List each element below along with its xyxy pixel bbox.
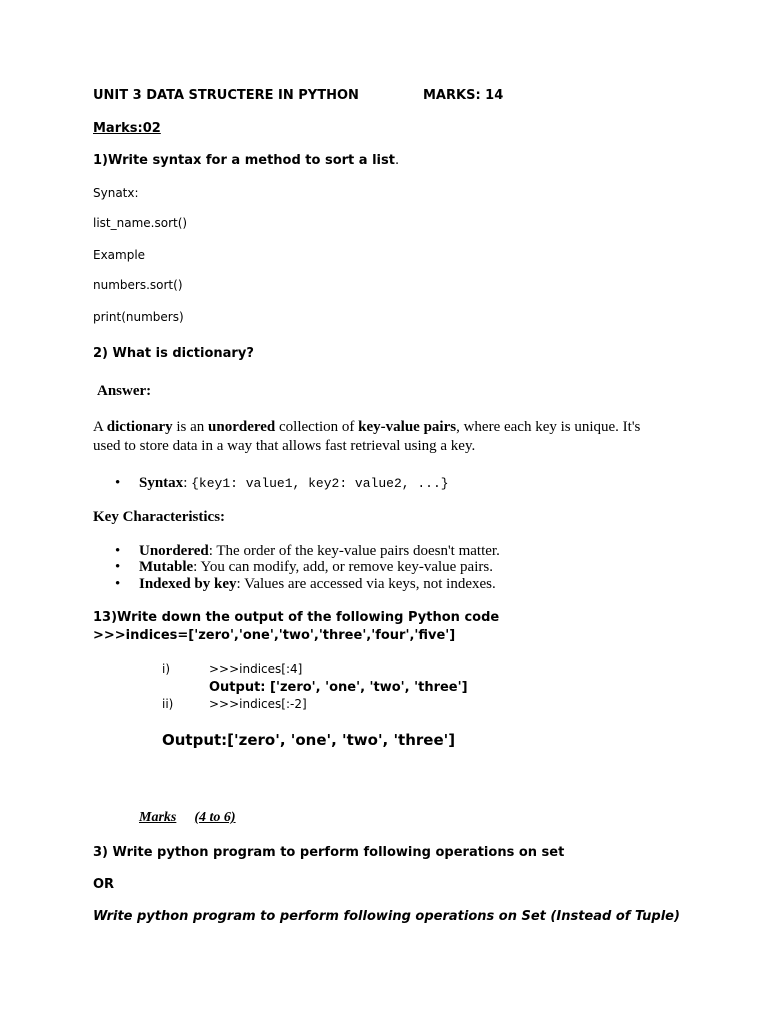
bullet-icon: • xyxy=(115,543,121,559)
marks-total: MARKS: 14 xyxy=(423,88,504,103)
bullet-icon: • xyxy=(115,559,121,575)
syntax-item: Syntax: {key1: value1, key2: value2, ...} xyxy=(139,475,449,491)
item-output: Output:['zero', 'one', 'two', 'three'] xyxy=(162,731,456,749)
question-3-alternative: Write python program to perform following operations on Set (Instead of Tuple) xyxy=(93,909,680,924)
answer-label: Answer: xyxy=(97,383,152,399)
dictionary-definition-line-1: A dictionary is an unordered collection of key-value pairs, where each key is unique. It's xyxy=(93,419,641,435)
bullet-icon: • xyxy=(115,576,121,592)
question-3: 3) Write python program to perform following operations on set xyxy=(93,845,565,860)
section-marks-heading: Marks:02 xyxy=(93,121,161,136)
bullet-icon: • xyxy=(115,475,121,491)
question-1-text: 1)Write syntax for a method to sort a list xyxy=(93,153,395,168)
q1-line-print: print(numbers) xyxy=(93,310,184,324)
characteristic-item: Indexed by key: Values are accessed via keys, not indexes. xyxy=(139,576,496,592)
q1-line-example: Example xyxy=(93,248,146,262)
syntax-code: {key1: value1, key2: value2, ...} xyxy=(191,476,449,491)
characteristic-item: Unordered: The order of the key-value pairs doesn't matter. xyxy=(139,543,500,559)
question-13: 13)Write down the output of the following Python code xyxy=(93,610,500,625)
dictionary-definition-line-2: used to store data in a way that allows fast retrieval using a key. xyxy=(93,438,476,454)
unit-title: UNIT 3 DATA STRUCTERE IN PYTHON xyxy=(93,88,359,103)
section-marks-4-6-heading: Marks (4 to 6) xyxy=(139,810,236,825)
question-1 xyxy=(93,153,399,168)
item-code: >>>indices[:4] xyxy=(209,662,303,676)
question-13-code: >>>indices=['zero','one','two','three','four','five'] xyxy=(93,628,456,643)
q1-line-example-code: numbers.sort() xyxy=(93,278,183,292)
characteristic-item: Mutable: You can modify, add, or remove key-value pairs. xyxy=(139,559,493,575)
question-1-period: . xyxy=(394,153,400,168)
item-code: >>>indices[:-2] xyxy=(209,697,307,711)
item-output: Output: ['zero', 'one', 'two', 'three'] xyxy=(209,680,468,695)
question-2: 2) What is dictionary? xyxy=(93,346,254,361)
key-characteristics-heading: Key Characteristics: xyxy=(93,509,226,525)
item-number: ii) xyxy=(162,697,174,711)
q1-line-synatx: Synatx: xyxy=(93,186,139,200)
or-separator: OR xyxy=(93,877,115,892)
q1-line-syntax-code: list_name.sort() xyxy=(93,216,188,230)
item-number: i) xyxy=(162,662,171,676)
